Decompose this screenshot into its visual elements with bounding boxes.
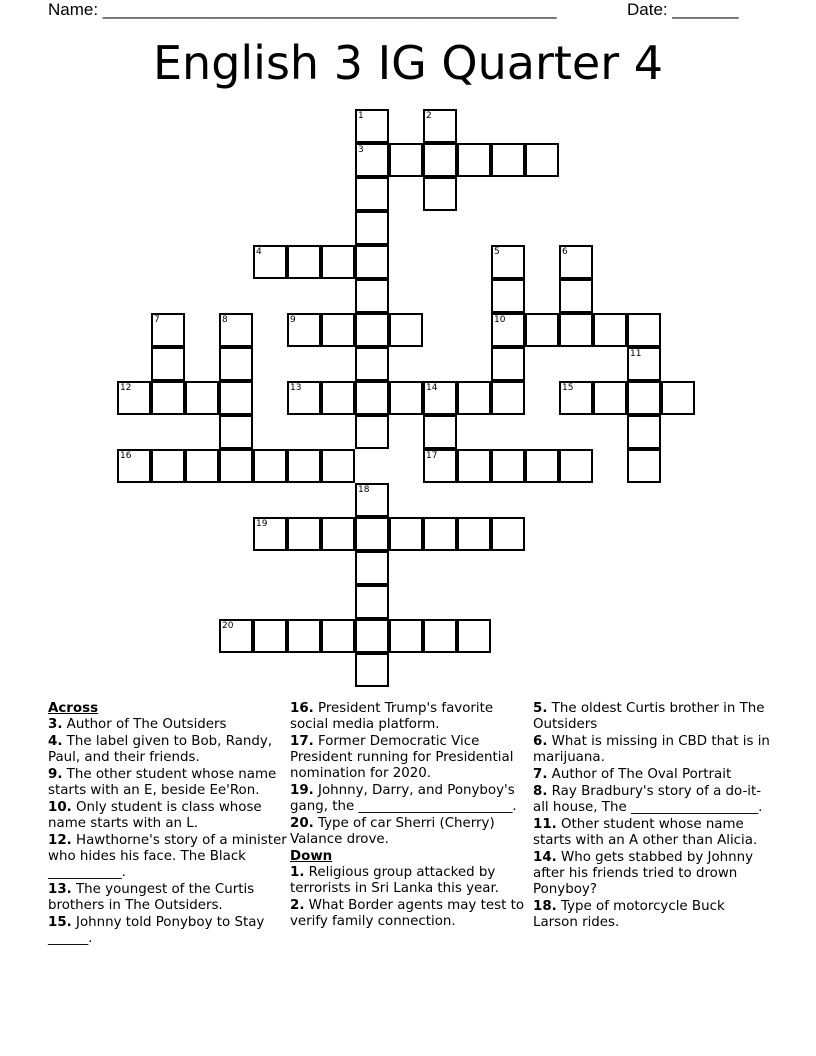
grid-cell[interactable]	[355, 109, 389, 143]
grid-cell[interactable]	[491, 313, 525, 347]
grid-cell[interactable]	[355, 483, 389, 517]
grid-cell[interactable]	[355, 143, 389, 177]
clue-number: 3	[358, 145, 364, 155]
clue-number: 7	[154, 315, 160, 325]
grid-cell[interactable]	[185, 449, 219, 483]
grid-cell[interactable]	[559, 449, 593, 483]
clue-number: 16	[120, 451, 132, 461]
grid-cell[interactable]	[559, 245, 593, 279]
grid-cell[interactable]	[321, 449, 355, 483]
clue-across	[48, 800, 288, 832]
grid-cell[interactable]	[253, 619, 287, 653]
grid-cell[interactable]	[151, 347, 185, 381]
grid-cell[interactable]	[287, 381, 321, 415]
clue-num: 18.	[533, 899, 557, 914]
grid-cell[interactable]	[491, 381, 525, 415]
grid-cell[interactable]	[287, 313, 321, 347]
grid-cell[interactable]	[355, 177, 389, 211]
clue-number: 2	[426, 111, 432, 121]
clue-num: 2.	[290, 898, 305, 913]
grid-cell[interactable]	[525, 143, 559, 177]
grid-cell[interactable]	[151, 449, 185, 483]
grid-cell[interactable]	[627, 347, 661, 381]
grid-cell[interactable]	[559, 313, 593, 347]
clue-text: President Trump's favorite social media platform.	[290, 701, 494, 732]
grid-cell[interactable]	[627, 449, 661, 483]
clue-number: 20	[222, 621, 234, 631]
grid-cell[interactable]	[491, 279, 525, 313]
grid-cell[interactable]	[491, 449, 525, 483]
clue-num: 19.	[290, 783, 314, 798]
grid-cell[interactable]	[627, 313, 661, 347]
clue-text: Former Democratic Vice President running for Presidential nomination for 2020.	[290, 734, 514, 781]
clue-text: Hawthorne's story of a minister who hides his face. The Black ___________.	[48, 833, 287, 880]
clue-text: The youngest of the Curtis brothers in The Outsiders.	[48, 882, 255, 913]
clue-num: 4.	[48, 734, 63, 749]
clue-text: Type of car Sherri (Cherry) Valance drove.	[290, 816, 495, 847]
clue-num: 8.	[533, 784, 548, 799]
grid-cell[interactable]	[219, 381, 253, 415]
clue-number: 1	[358, 111, 364, 121]
clue-number: 5	[494, 247, 500, 257]
clue-down	[533, 850, 773, 898]
clue-num: 17.	[290, 734, 314, 749]
clue-number: 15	[562, 383, 574, 393]
clue-text: Author of The Outsiders	[66, 717, 227, 732]
grid-cell[interactable]	[355, 619, 389, 653]
clue-down	[290, 865, 530, 897]
clue-across	[290, 701, 530, 733]
grid-cell[interactable]	[253, 245, 287, 279]
grid-cell[interactable]	[491, 517, 525, 551]
grid-cell[interactable]	[389, 381, 423, 415]
clue-num: 3.	[48, 717, 63, 732]
clue-number: 6	[562, 247, 568, 257]
grid-cell[interactable]	[389, 619, 423, 653]
clue-number: 12	[120, 383, 132, 393]
clue-text: Ray Bradbury's story of a do-it-all house, The ___________________.	[533, 784, 763, 815]
clue-number: 10	[494, 315, 506, 325]
clue-num: 16.	[290, 701, 314, 716]
name-field[interactable]: Name: ________________________________________________	[48, 0, 557, 19]
grid-cell[interactable]	[321, 381, 355, 415]
grid-cell[interactable]	[355, 517, 389, 551]
grid-cell[interactable]	[355, 347, 389, 381]
clue-across	[48, 767, 288, 799]
clue-number: 18	[358, 485, 370, 495]
clue-number: 11	[630, 349, 642, 359]
grid-cell[interactable]	[287, 517, 321, 551]
clue-number: 14	[426, 383, 438, 393]
grid-cell[interactable]	[355, 245, 389, 279]
clue-down	[533, 899, 773, 931]
grid-cell[interactable]	[219, 313, 253, 347]
grid-cell[interactable]	[219, 347, 253, 381]
clue-across	[290, 734, 530, 782]
grid-cell[interactable]	[423, 177, 457, 211]
grid-cell[interactable]	[287, 449, 321, 483]
grid-cell[interactable]	[423, 381, 457, 415]
grid-cell[interactable]	[151, 381, 185, 415]
grid-cell[interactable]	[423, 109, 457, 143]
clue-number: 17	[426, 451, 438, 461]
grid-cell[interactable]	[253, 517, 287, 551]
grid-cell[interactable]	[219, 619, 253, 653]
grid-cell[interactable]	[627, 415, 661, 449]
clue-num: 13.	[48, 882, 72, 897]
grid-cell[interactable]	[219, 415, 253, 449]
clue-down	[533, 817, 773, 849]
grid-cell[interactable]	[355, 551, 389, 585]
grid-cell[interactable]	[355, 381, 389, 415]
clue-text: Johnny told Ponyboy to Stay ______.	[48, 915, 265, 946]
clue-num: 5.	[533, 701, 548, 716]
clue-across	[48, 717, 288, 733]
grid-cell[interactable]	[423, 449, 457, 483]
clue-across	[290, 816, 530, 848]
grid-cell[interactable]	[355, 211, 389, 245]
clue-num: 15.	[48, 915, 72, 930]
grid-cell[interactable]	[287, 619, 321, 653]
grid-cell[interactable]	[559, 279, 593, 313]
clue-num: 11.	[533, 817, 557, 832]
clue-across	[48, 734, 288, 766]
clue-text: The label given to Bob, Randy, Paul, and their friends.	[48, 734, 273, 765]
clue-num: 14.	[533, 850, 557, 865]
grid-cell[interactable]	[151, 313, 185, 347]
grid-cell[interactable]	[593, 313, 627, 347]
grid-cell[interactable]	[389, 143, 423, 177]
clue-down	[533, 784, 773, 816]
clue-text: Johnny, Darry, and Ponyboy's gang, the _______________________.	[290, 783, 517, 814]
clue-down	[290, 898, 530, 930]
grid-cell[interactable]	[423, 415, 457, 449]
clue-num: 7.	[533, 767, 548, 782]
grid-cell[interactable]	[321, 313, 355, 347]
grid-cell[interactable]	[457, 449, 491, 483]
clue-text: Religious group attacked by terrorists in Sri Lanka this year.	[290, 865, 500, 896]
clue-number: 4	[256, 247, 262, 257]
clue-down	[533, 701, 773, 733]
clue-across	[290, 783, 530, 815]
clue-text: What Border agents may test to verify family connection.	[290, 898, 525, 929]
grid-cell[interactable]	[457, 619, 491, 653]
grid-cell[interactable]	[389, 517, 423, 551]
clue-number: 8	[222, 315, 228, 325]
clue-text: Other student whose name starts with an A other than Alicia.	[533, 817, 758, 848]
grid-cell[interactable]	[321, 619, 355, 653]
page-title: English 3 IG Quarter 4	[152, 36, 664, 90]
clue-text: What is missing in CBD that is in marijuana.	[533, 734, 770, 765]
clue-number: 9	[290, 315, 296, 325]
clue-text: The oldest Curtis brother in The Outsiders	[533, 701, 765, 732]
grid-cell[interactable]	[559, 381, 593, 415]
grid-cell[interactable]	[457, 517, 491, 551]
clue-text: Only student is class whose name starts with an L.	[48, 800, 262, 831]
grid-cell[interactable]	[423, 619, 457, 653]
grid-cell[interactable]	[355, 279, 389, 313]
clue-number: 19	[256, 519, 268, 529]
grid-cell[interactable]	[627, 381, 661, 415]
clues-column-1	[48, 701, 288, 948]
clue-text: Type of motorcycle Buck Larson rides.	[533, 899, 725, 930]
grid-cell[interactable]	[389, 313, 423, 347]
grid-cell[interactable]	[355, 653, 389, 687]
grid-cell[interactable]	[355, 585, 389, 619]
grid-cell[interactable]	[117, 449, 151, 483]
grid-cell[interactable]	[117, 381, 151, 415]
clue-across	[48, 915, 288, 947]
grid-cell[interactable]	[491, 245, 525, 279]
grid-cell[interactable]	[423, 143, 457, 177]
clue-across	[48, 882, 288, 914]
clue-text: Author of The Oval Portrait	[551, 767, 732, 782]
clue-down	[533, 734, 773, 766]
clue-text: Who gets stabbed by Johnny after his friends tried to drown Ponyboy?	[533, 850, 754, 897]
grid-cell[interactable]	[593, 381, 627, 415]
grid-cell[interactable]	[321, 245, 355, 279]
grid-cell[interactable]	[355, 313, 389, 347]
grid-cell[interactable]	[491, 347, 525, 381]
clue-num: 9.	[48, 767, 63, 782]
clue-num: 6.	[533, 734, 548, 749]
grid-cell[interactable]	[525, 313, 559, 347]
grid-cell[interactable]	[661, 381, 695, 415]
clue-num: 10.	[48, 800, 72, 815]
clues-column-2	[290, 701, 530, 931]
across-heading: Across	[48, 701, 99, 716]
grid-cell[interactable]	[457, 381, 491, 415]
clue-down	[533, 767, 773, 783]
grid-cell[interactable]	[253, 449, 287, 483]
grid-cell[interactable]	[321, 517, 355, 551]
clue-text: The other student whose name starts with an E, beside Ee'Ron.	[48, 767, 277, 798]
grid-cell[interactable]	[287, 245, 321, 279]
grid-cell[interactable]	[525, 449, 559, 483]
grid-cell[interactable]	[423, 517, 457, 551]
grid-cell[interactable]	[491, 143, 525, 177]
grid-cell[interactable]	[219, 449, 253, 483]
clue-num: 12.	[48, 833, 72, 848]
down-heading: Down	[290, 849, 333, 864]
grid-cell[interactable]	[355, 415, 389, 449]
clue-across	[48, 833, 288, 881]
date-field[interactable]: Date: _______	[627, 0, 739, 19]
clue-number: 13	[290, 383, 302, 393]
grid-cell[interactable]	[457, 143, 491, 177]
clues-column-3	[533, 701, 773, 932]
clue-num: 20.	[290, 816, 314, 831]
clue-num: 1.	[290, 865, 305, 880]
grid-cell[interactable]	[185, 381, 219, 415]
